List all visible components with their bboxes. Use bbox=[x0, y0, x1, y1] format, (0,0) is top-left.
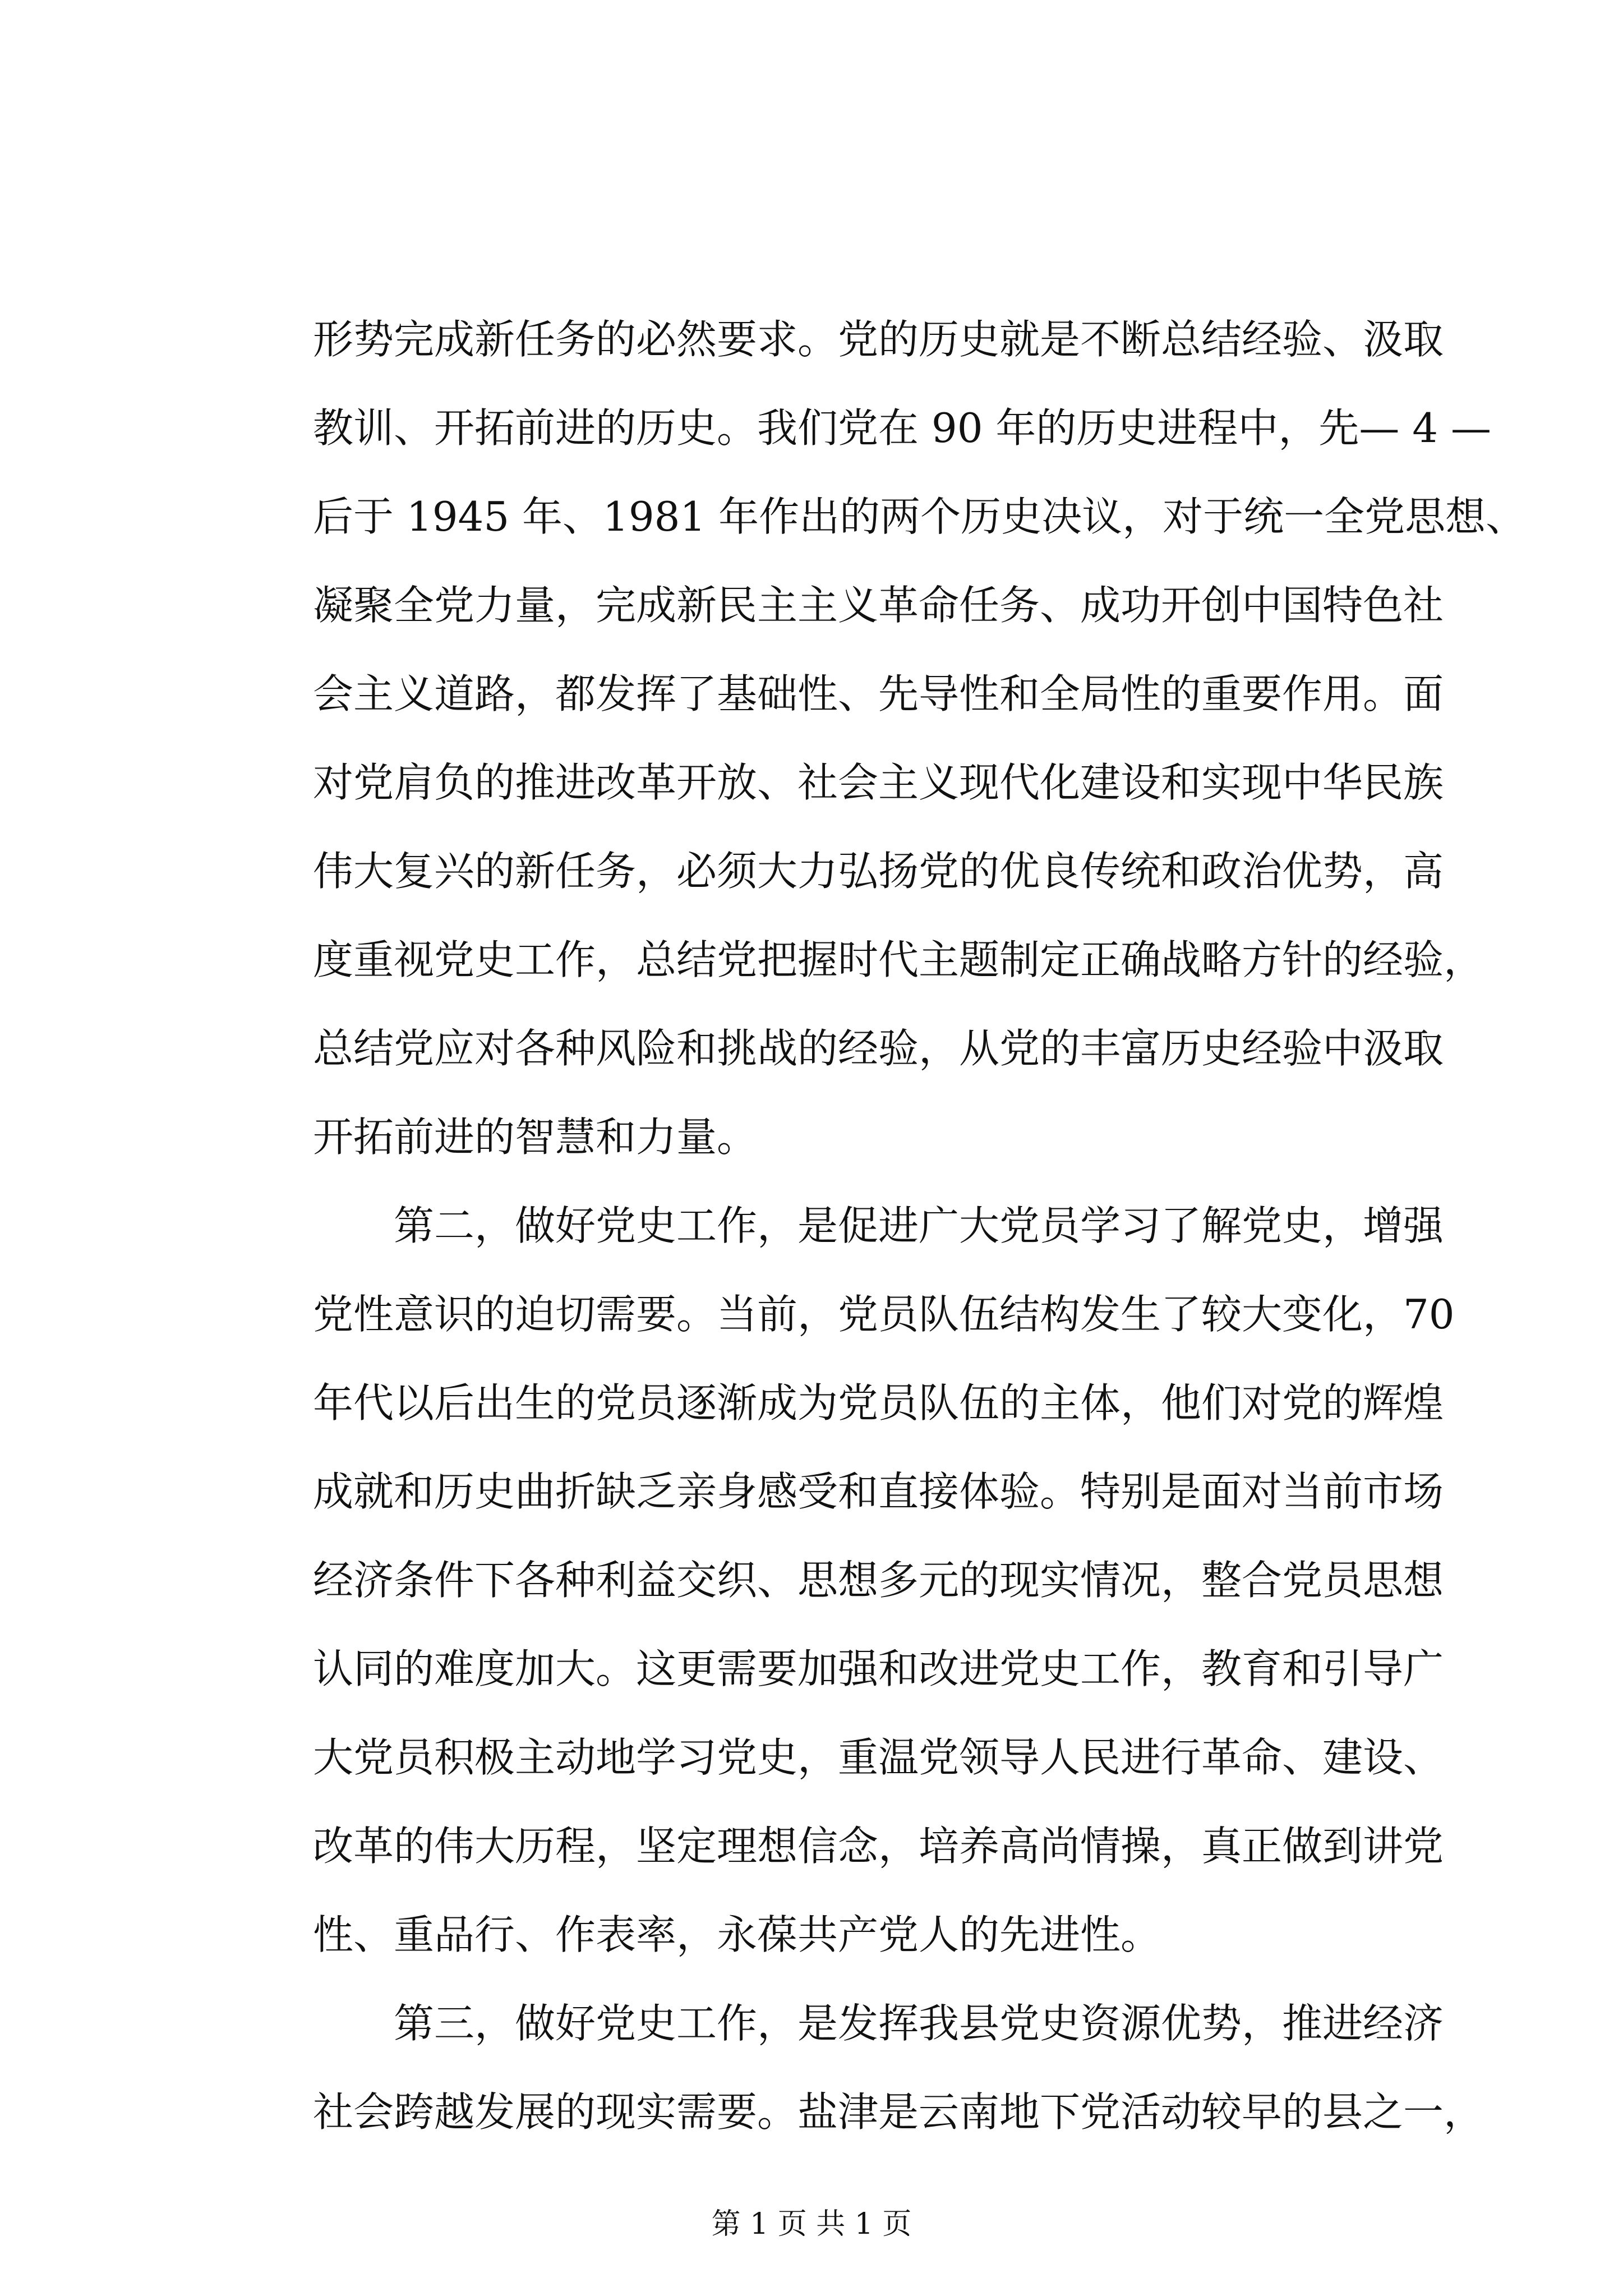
body-text-line: 度重视党史工作，总结党把握时代主题制定正确战略方针的经验， bbox=[313, 936, 1484, 983]
body-text-line: 大党员积极主动地学习党史，重温党领导人民进行革命、建设、 bbox=[313, 1734, 1444, 1781]
body-text-line: 年代以后出生的党员逐渐成为党员队伍的主体，他们对党的辉煌 bbox=[313, 1379, 1444, 1427]
page-number-footer: 第 1 页 共 1 页 bbox=[711, 2207, 912, 2241]
body-text-line: 经济条件下各种利益交织、思想多元的现实情况，整合党员思想 bbox=[313, 1557, 1444, 1604]
body-text-line: 改革的伟大历程，坚定理想信念，培养高尚情操，真正做到讲党 bbox=[313, 1823, 1444, 1870]
body-text-line: 认同的难度加大。这更需要加强和改进党史工作，教育和引导广 bbox=[313, 1645, 1444, 1692]
body-text-line: 对党肩负的推进改革开放、社会主义现代化建设和实现中华民族 bbox=[313, 759, 1444, 806]
paragraph-start-line: 第二，做好党史工作，是促进广大党员学习了解党史，增强 bbox=[313, 1202, 1444, 1249]
body-text-line: 凝聚全党力量，完成新民主主义革命任务、成功开创中国特色社 bbox=[313, 582, 1444, 629]
body-text-line: 开拓前进的智慧和力量。 bbox=[313, 1114, 758, 1161]
body-text-line: 成就和历史曲折缺乏亲身感受和直接体验。特别是面对当前市场 bbox=[313, 1468, 1444, 1515]
body-text-line: 总结党应对各种风险和挑战的经验，从党的丰富历史经验中汲取 bbox=[313, 1025, 1444, 1072]
body-text-line: 会主义道路，都发挥了基础性、先导性和全局性的重要作用。面 bbox=[313, 670, 1444, 717]
paragraph-start-line: 第三，做好党史工作，是发挥我县党史资源优势，推进经济 bbox=[313, 2000, 1444, 2047]
body-text-line: 教训、开拓前进的历史。我们党在 90 年的历史进程中，先— 4 — bbox=[313, 404, 1491, 452]
body-text-line: 党性意识的迫切需要。当前，党员队伍结构发生了较大变化，70 bbox=[313, 1291, 1455, 1338]
body-text-line: 社会跨越发展的现实需要。盐津是云南地下党活动较早的县之一， bbox=[313, 2088, 1484, 2136]
body-text-line: 伟大复兴的新任务，必须大力弘扬党的优良传统和政治优势，高 bbox=[313, 848, 1444, 895]
body-text-line: 后于 1945 年、1981 年作出的两个历史决议，对于统一全党思想、 bbox=[313, 493, 1527, 540]
body-text-line: 性、重品行、作表率，永葆共产党人的先进性。 bbox=[313, 1911, 1161, 1958]
body-text-line: 形势完成新任务的必然要求。党的历史就是不断总结经验、汲取 bbox=[313, 316, 1444, 363]
